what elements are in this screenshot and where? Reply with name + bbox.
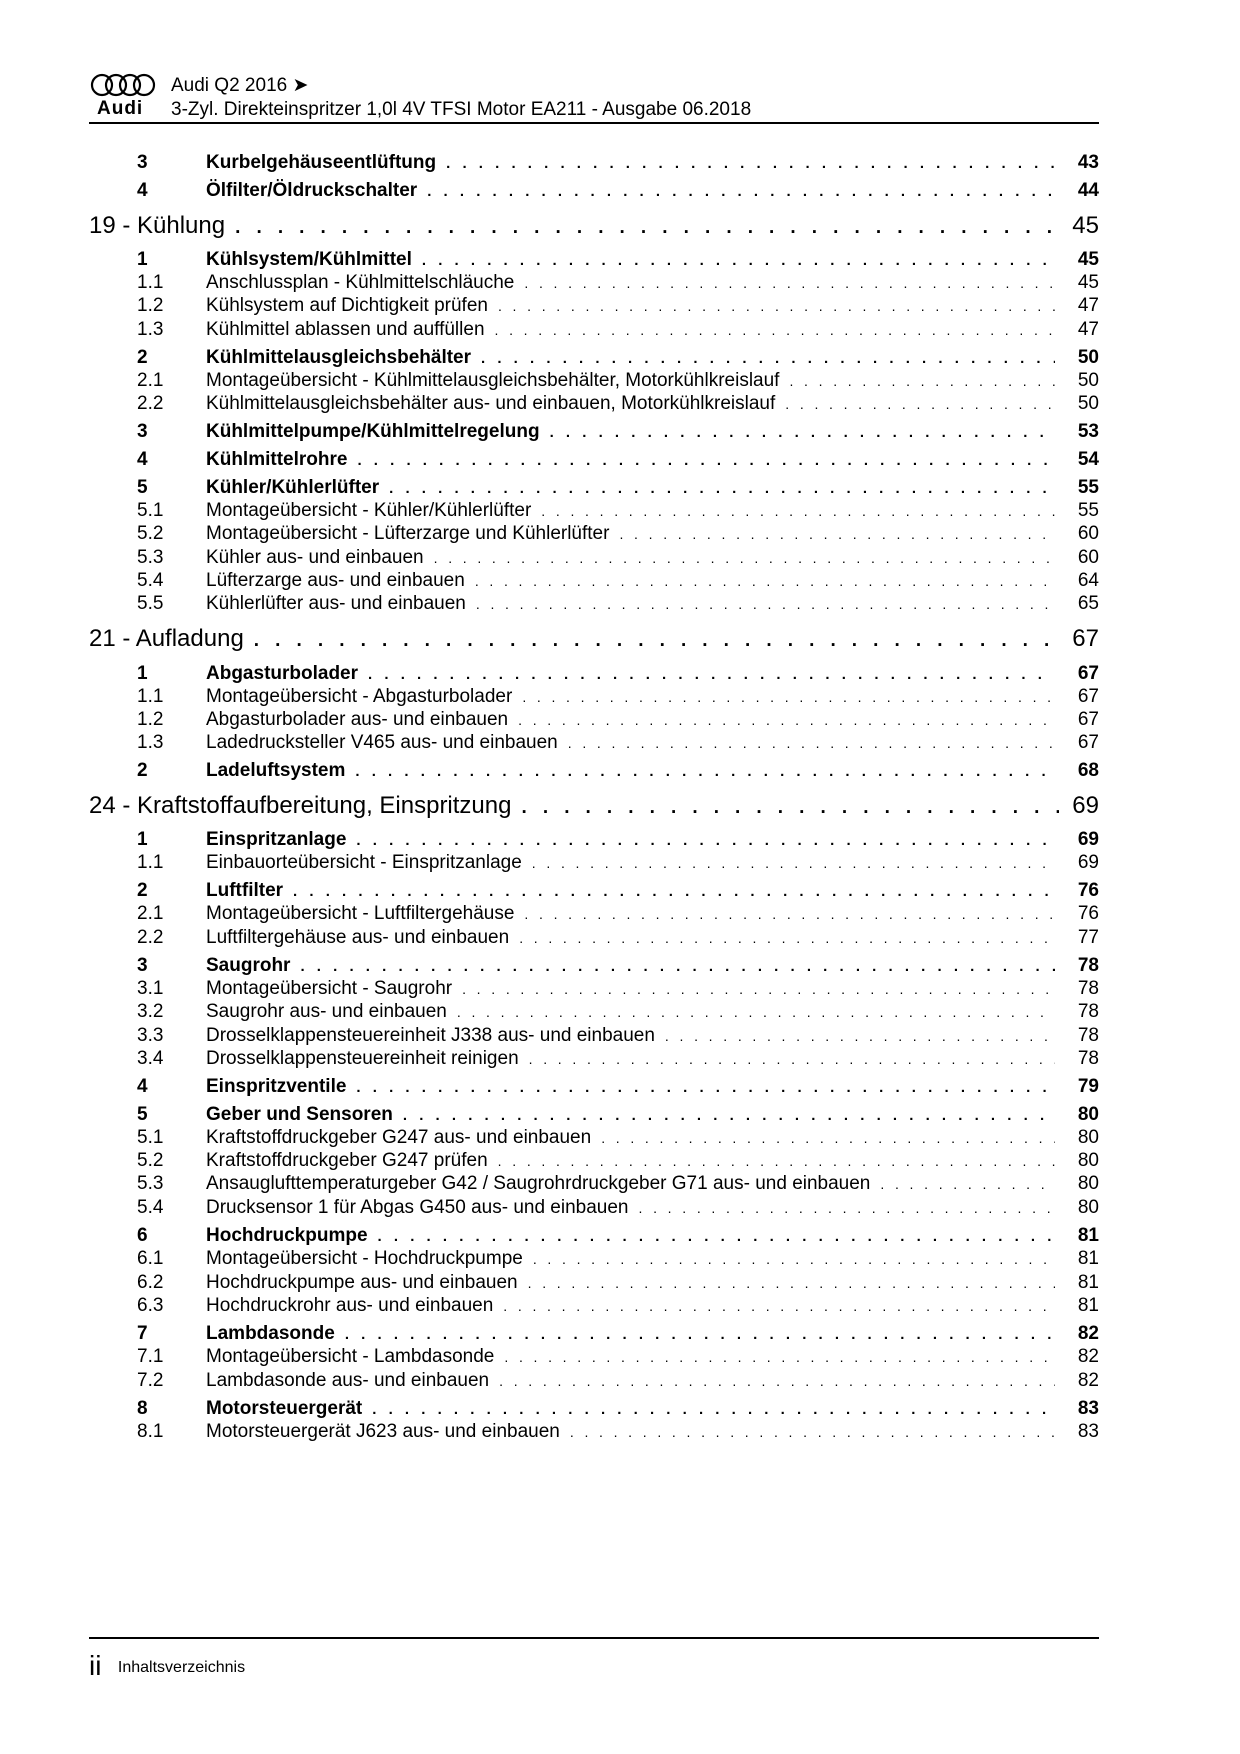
toc-dot-leader — [568, 735, 1055, 751]
toc-entry-label: Saugrohr aus- und einbauen — [206, 1001, 447, 1022]
toc-entry-page: 80 — [1077, 1197, 1099, 1218]
toc-entry-label: Kurbelgehäuseentlüftung — [206, 152, 437, 173]
toc-entry-page: 82 — [1077, 1370, 1099, 1391]
toc-subsection[interactable] — [89, 1421, 1099, 1447]
audi-logo — [89, 72, 157, 118]
toc-dot-leader — [495, 322, 1055, 338]
toc-entry-page: 67 — [1077, 663, 1099, 684]
toc-dot-leader — [521, 797, 1059, 819]
toc-entry-number: 2 — [137, 347, 148, 368]
toc-entry-label: Hochdruckpumpe — [206, 1225, 368, 1246]
toc-dot-leader — [356, 832, 1055, 849]
toc-dot-leader — [372, 1401, 1055, 1418]
toc-entry-label: 21 - Aufladung — [89, 625, 244, 652]
toc-entry-label: Lambdasonde — [206, 1323, 335, 1344]
toc-dot-leader — [345, 1326, 1055, 1343]
toc-entry-label: Saugrohr — [206, 955, 291, 976]
toc-entry-number: 1 — [137, 249, 148, 270]
toc-dot-leader — [434, 550, 1055, 566]
toc-entry-number: 3.3 — [137, 1025, 164, 1046]
toc-entry-label: Einspritzventile — [206, 1076, 347, 1097]
toc-dot-leader — [785, 396, 1055, 412]
toc-entry-number: 3 — [137, 955, 148, 976]
toc-entry-label: Ladeluftsystem — [206, 760, 346, 781]
toc-dot-leader — [300, 958, 1055, 975]
toc-entry-page: 53 — [1077, 421, 1099, 442]
toc-entry-number: 3.4 — [137, 1048, 164, 1069]
toc-entry-label: Montageübersicht - Kühler/Kühlerlüfter — [206, 500, 532, 521]
toc-entry-number: 5 — [137, 477, 148, 498]
toc-entry-label: Kühlmittelausgleichsbehälter — [206, 347, 472, 368]
toc-entry-number: 6 — [137, 1225, 148, 1246]
toc-entry-label: Montageübersicht - Lüfterzarge und Kühlerlüfter — [206, 523, 610, 544]
toc-entry-number: 3.1 — [137, 978, 164, 999]
toc-dot-leader — [665, 1028, 1055, 1044]
toc-dot-leader — [235, 217, 1059, 239]
toc-entry-number: 5 — [137, 1104, 148, 1125]
footer-divider — [89, 1637, 1099, 1639]
toc-entry-page: 81 — [1077, 1295, 1099, 1316]
toc-entry-page: 67 — [1077, 686, 1099, 707]
toc-dot-leader — [619, 526, 1055, 542]
toc-subsection[interactable] — [89, 1295, 1099, 1321]
toc-entry-number: 6.2 — [137, 1272, 164, 1293]
toc-dot-leader — [601, 1130, 1055, 1146]
toc-section[interactable] — [89, 449, 1099, 477]
toc-entry-page: 68 — [1077, 760, 1099, 781]
toc-section[interactable] — [89, 152, 1099, 180]
toc-entry-page: 43 — [1077, 152, 1099, 173]
toc-entry-number: 1.2 — [137, 709, 164, 730]
toc-dot-leader — [503, 1298, 1055, 1314]
toc-entry-label: Drucksensor 1 für Abgas G450 aus- und einbauen — [206, 1197, 629, 1218]
toc-entry-number: 6.1 — [137, 1248, 164, 1269]
toc-dot-leader — [524, 275, 1055, 291]
toc-dot-leader — [532, 855, 1055, 871]
toc-entry-label: Montageübersicht - Kühlmittelausgleichsbehälter, Motorkühlkreislauf — [206, 370, 780, 391]
toc-section[interactable] — [89, 421, 1099, 449]
toc-subsection[interactable] — [89, 927, 1099, 953]
toc-dot-leader — [499, 1373, 1055, 1389]
toc-entry-number: 1 — [137, 829, 148, 850]
toc-dot-leader — [481, 350, 1055, 367]
page-footer — [89, 1650, 245, 1682]
toc-entry-page: 81 — [1077, 1225, 1099, 1246]
toc-entry-label: Drosselklappensteuereinheit reinigen — [206, 1048, 519, 1069]
toc-entry-label: Drosselklappensteuereinheit J338 aus- und einbauen — [206, 1025, 655, 1046]
toc-entry-label: Lambdasonde aus- und einbauen — [206, 1370, 490, 1391]
toc-subsection[interactable] — [89, 1370, 1099, 1396]
toc-entry-page: 47 — [1077, 295, 1099, 316]
toc-entry-page: 67 — [1072, 625, 1099, 652]
toc-entry-number: 5.2 — [137, 523, 164, 544]
toc-dot-leader — [570, 1424, 1055, 1440]
toc-entry-number: 8 — [137, 1398, 148, 1419]
toc-entry-label: Kühlmittel ablassen und auffüllen — [206, 319, 485, 340]
toc-entry-number: 1.2 — [137, 295, 164, 316]
toc-dot-leader — [504, 1349, 1055, 1365]
toc-entry-page: 78 — [1077, 1048, 1099, 1069]
toc-subsection[interactable] — [89, 1001, 1099, 1027]
toc-entry-number: 4 — [137, 1076, 148, 1097]
toc-dot-leader — [498, 298, 1055, 314]
toc-entry-label: Hochdruckrohr aus- und einbauen — [206, 1295, 494, 1316]
toc-dot-leader — [550, 424, 1055, 441]
toc-entry-page: 60 — [1077, 547, 1099, 568]
toc-entry-number: 7.2 — [137, 1370, 164, 1391]
footer-section-title: Inhaltsverzeichnis — [117, 1659, 246, 1676]
toc-entry-page: 80 — [1077, 1104, 1099, 1125]
toc-entry-number: 5.1 — [137, 500, 164, 521]
toc-entry-label: Anschlussplan - Kühlmittelschläuche — [206, 272, 515, 293]
toc-entry-label: Kühlmittelpumpe/Kühlmittelregelung — [206, 421, 540, 442]
toc-entry-page: 55 — [1077, 477, 1099, 498]
toc-dot-leader — [522, 689, 1055, 705]
toc-entry-label: Einspritzanlage — [206, 829, 347, 850]
toc-dot-leader — [356, 1079, 1055, 1096]
toc-dot-leader — [254, 630, 1059, 652]
toc-entry-number: 5.2 — [137, 1150, 164, 1171]
toc-entry-label: Abgasturbolader aus- und einbauen — [206, 709, 509, 730]
toc-entry-page: 81 — [1077, 1272, 1099, 1293]
toc-entry-page: 83 — [1077, 1421, 1099, 1442]
toc-entry-page: 78 — [1077, 1025, 1099, 1046]
toc-entry-page: 45 — [1077, 272, 1099, 293]
toc-dot-leader — [427, 183, 1055, 200]
toc-entry-number: 5.1 — [137, 1127, 164, 1148]
toc-subsection[interactable] — [89, 523, 1099, 549]
toc-subsection[interactable] — [89, 295, 1099, 321]
toc-entry-number: 1.1 — [137, 272, 164, 293]
toc-entry-number: 1.3 — [137, 732, 164, 753]
toc-entry-page: 69 — [1077, 829, 1099, 850]
toc-entry-page: 80 — [1077, 1127, 1099, 1148]
toc-entry-label: Lüfterzarge aus- und einbauen — [206, 570, 465, 591]
toc-entry-page: 45 — [1072, 212, 1099, 239]
toc-entry-number: 1 — [137, 663, 148, 684]
toc-entry-page: 78 — [1077, 1001, 1099, 1022]
toc-entry-number: 6.3 — [137, 1295, 164, 1316]
toc-subsection[interactable] — [89, 393, 1099, 419]
toc-entry-label: Kraftstoffdruckgeber G247 aus- und einbauen — [206, 1127, 592, 1148]
toc-dot-leader — [533, 1251, 1055, 1267]
toc-subsection[interactable] — [89, 1197, 1099, 1223]
toc-entry-page: 54 — [1077, 449, 1099, 470]
toc-section[interactable] — [89, 760, 1099, 788]
toc-entry-label: Kühlmittelausgleichsbehälter aus- und einbauen, Motorkühlkreislauf — [206, 393, 776, 414]
toc-dot-leader — [529, 1051, 1055, 1067]
toc-entry-number: 8.1 — [137, 1421, 164, 1442]
audi-rings-icon — [89, 72, 157, 98]
toc-entry-page: 69 — [1077, 852, 1099, 873]
toc-section[interactable] — [89, 1076, 1099, 1104]
toc-dot-leader — [519, 930, 1055, 946]
toc-dot-leader — [403, 1107, 1055, 1124]
toc-entry-page: 79 — [1077, 1076, 1099, 1097]
toc-dot-leader — [446, 155, 1055, 172]
toc-dot-leader — [422, 252, 1055, 269]
toc-entry-label: Geber und Sensoren — [206, 1104, 393, 1125]
toc-dot-leader — [293, 883, 1055, 900]
toc-dot-leader — [357, 452, 1055, 469]
toc-entry-label: Einbauorteübersicht - Einspritzanlage — [206, 852, 522, 873]
toc-entry-number: 2.1 — [137, 903, 164, 924]
toc-subsection[interactable] — [89, 903, 1099, 929]
toc-dot-leader — [378, 1228, 1055, 1245]
toc-entry-number: 4 — [137, 180, 148, 201]
toc-dot-leader — [355, 763, 1055, 780]
toc-dot-leader — [524, 906, 1055, 922]
toc-dot-leader — [476, 596, 1055, 612]
toc-entry-label: Montageübersicht - Hochdruckpumpe — [206, 1248, 523, 1269]
toc-subsection[interactable] — [89, 732, 1099, 758]
toc-dot-leader — [541, 503, 1055, 519]
toc-subsection[interactable] — [89, 593, 1099, 619]
toc-subsection[interactable] — [89, 852, 1099, 878]
toc-dot-leader — [880, 1176, 1055, 1192]
toc-subsection[interactable] — [89, 1173, 1099, 1199]
toc-entry-label: Kühlsystem/Kühlmittel — [206, 249, 412, 270]
page-header — [89, 72, 1099, 124]
toc-entry-label: Montageübersicht - Saugrohr — [206, 978, 453, 999]
toc-entry-number: 3 — [137, 152, 148, 173]
toc-dot-leader — [639, 1200, 1056, 1216]
toc-entry-label: Kraftstoffdruckgeber G247 prüfen — [206, 1150, 488, 1171]
document-title: Audi Q2 2016 ➤ — [171, 75, 309, 96]
toc-entry-page: 50 — [1077, 370, 1099, 391]
toc-entry-page: 78 — [1077, 955, 1099, 976]
toc-entry-number: 3.2 — [137, 1001, 164, 1022]
toc-entry-label: Motorsteuergerät J623 aus- und einbauen — [206, 1421, 560, 1442]
toc-entry-page: 82 — [1077, 1323, 1099, 1344]
toc-dot-leader — [457, 1004, 1055, 1020]
toc-entry-number: 5.3 — [137, 1173, 164, 1194]
toc-entry-page: 80 — [1077, 1173, 1099, 1194]
toc-entry-label: Kühlmittelrohre — [206, 449, 348, 470]
toc-entry-number: 5.5 — [137, 593, 164, 614]
toc-entry-label: Kühler aus- und einbauen — [206, 547, 424, 568]
toc-entry-number: 2 — [137, 760, 148, 781]
toc-entry-number: 2.2 — [137, 927, 164, 948]
toc-entry-number: 3 — [137, 421, 148, 442]
toc-entry-label: 24 - Kraftstoffaufbereitung, Einspritzung — [89, 792, 512, 819]
toc-entry-page: 83 — [1077, 1398, 1099, 1419]
toc-entry-number: 2.2 — [137, 393, 164, 414]
toc-entry-label: Kühlsystem auf Dichtigkeit prüfen — [206, 295, 488, 316]
toc-entry-page: 47 — [1077, 319, 1099, 340]
toc-entry-page: 64 — [1077, 570, 1099, 591]
toc-entry-label: 19 - Kühlung — [89, 212, 226, 239]
toc-section[interactable] — [89, 180, 1099, 208]
document-subtitle: 3-Zyl. Direkteinspritzer 1,0l 4V TFSI Motor EA211 - Ausgabe 06.2018 — [171, 99, 752, 120]
toc-entry-number: 7 — [137, 1323, 148, 1344]
toc-subsection[interactable] — [89, 1346, 1099, 1372]
toc-dot-leader — [518, 712, 1055, 728]
toc-dot-leader — [389, 480, 1055, 497]
toc-dot-leader — [498, 1153, 1055, 1169]
toc-entry-label: Luftfilter — [206, 880, 284, 901]
toc-entry-label: Hochdruckpumpe aus- und einbauen — [206, 1272, 518, 1293]
toc-entry-page: 50 — [1077, 347, 1099, 368]
toc-entry-page: 81 — [1077, 1248, 1099, 1269]
toc-entry-page: 67 — [1077, 709, 1099, 730]
toc-entry-label: Abgasturbolader — [206, 663, 359, 684]
header-divider — [89, 122, 1099, 124]
audi-wordmark: Audi — [97, 98, 144, 119]
toc-entry-label: Ansauglufttemperaturgeber G42 / Saugrohrdruckgeber G71 aus- und einbauen — [206, 1173, 871, 1194]
toc-entry-number: 5.3 — [137, 547, 164, 568]
toc-entry-page: 65 — [1077, 593, 1099, 614]
toc-subsection[interactable] — [89, 1248, 1099, 1274]
toc-entry-label: Kühler/Kühlerlüfter — [206, 477, 380, 498]
toc-entry-page: 82 — [1077, 1346, 1099, 1367]
toc-chapter[interactable] — [89, 792, 1099, 828]
toc-entry-label: Montageübersicht - Abgasturbolader — [206, 686, 513, 707]
toc-entry-label: Montageübersicht - Lambdasonde — [206, 1346, 495, 1367]
toc-entry-page: 69 — [1072, 792, 1099, 819]
toc-entry-label: Motorsteuergerät — [206, 1398, 363, 1419]
toc-entry-number: 4 — [137, 449, 148, 470]
toc-subsection[interactable] — [89, 1048, 1099, 1074]
toc-entry-label: Kühlerlüfter aus- und einbauen — [206, 593, 466, 614]
toc-dot-leader — [462, 981, 1055, 997]
toc-entry-label: Ladedrucksteller V465 aus- und einbauen — [206, 732, 558, 753]
toc-entry-number: 5.4 — [137, 1197, 164, 1218]
toc-entry-number: 2 — [137, 880, 148, 901]
footer-page-number: ii — [89, 1650, 102, 1681]
toc-entry-number: 1.3 — [137, 319, 164, 340]
toc-entry-page: 67 — [1077, 732, 1099, 753]
toc-entry-page: 78 — [1077, 978, 1099, 999]
toc-subsection[interactable] — [89, 319, 1099, 345]
toc-entry-page: 60 — [1077, 523, 1099, 544]
toc-dot-leader — [789, 373, 1055, 389]
toc-entry-page: 80 — [1077, 1150, 1099, 1171]
toc-entry-page: 76 — [1077, 880, 1099, 901]
toc-chapter[interactable] — [89, 212, 1099, 248]
toc-entry-number: 2.1 — [137, 370, 164, 391]
toc-entry-number: 1.1 — [137, 686, 164, 707]
toc-entry-page: 44 — [1077, 180, 1099, 201]
toc-dot-leader — [475, 573, 1055, 589]
toc-entry-page: 77 — [1077, 927, 1099, 948]
toc-entry-page: 76 — [1077, 903, 1099, 924]
toc-entry-number: 5.4 — [137, 570, 164, 591]
toc-entry-number: 1.1 — [137, 852, 164, 873]
toc-entry-number: 7.1 — [137, 1346, 164, 1367]
toc-entry-label: Montageübersicht - Luftfiltergehäuse — [206, 903, 515, 924]
toc-entry-page: 50 — [1077, 393, 1099, 414]
toc-entry-page: 45 — [1077, 249, 1099, 270]
toc-chapter[interactable] — [89, 625, 1099, 661]
toc-entry-label: Luftfiltergehäuse aus- und einbauen — [206, 927, 510, 948]
toc-entry-page: 55 — [1077, 500, 1099, 521]
toc-entry-label: Ölfilter/Öldruckschalter — [206, 180, 418, 201]
toc-dot-leader — [368, 666, 1055, 683]
toc-dot-leader — [528, 1275, 1055, 1291]
